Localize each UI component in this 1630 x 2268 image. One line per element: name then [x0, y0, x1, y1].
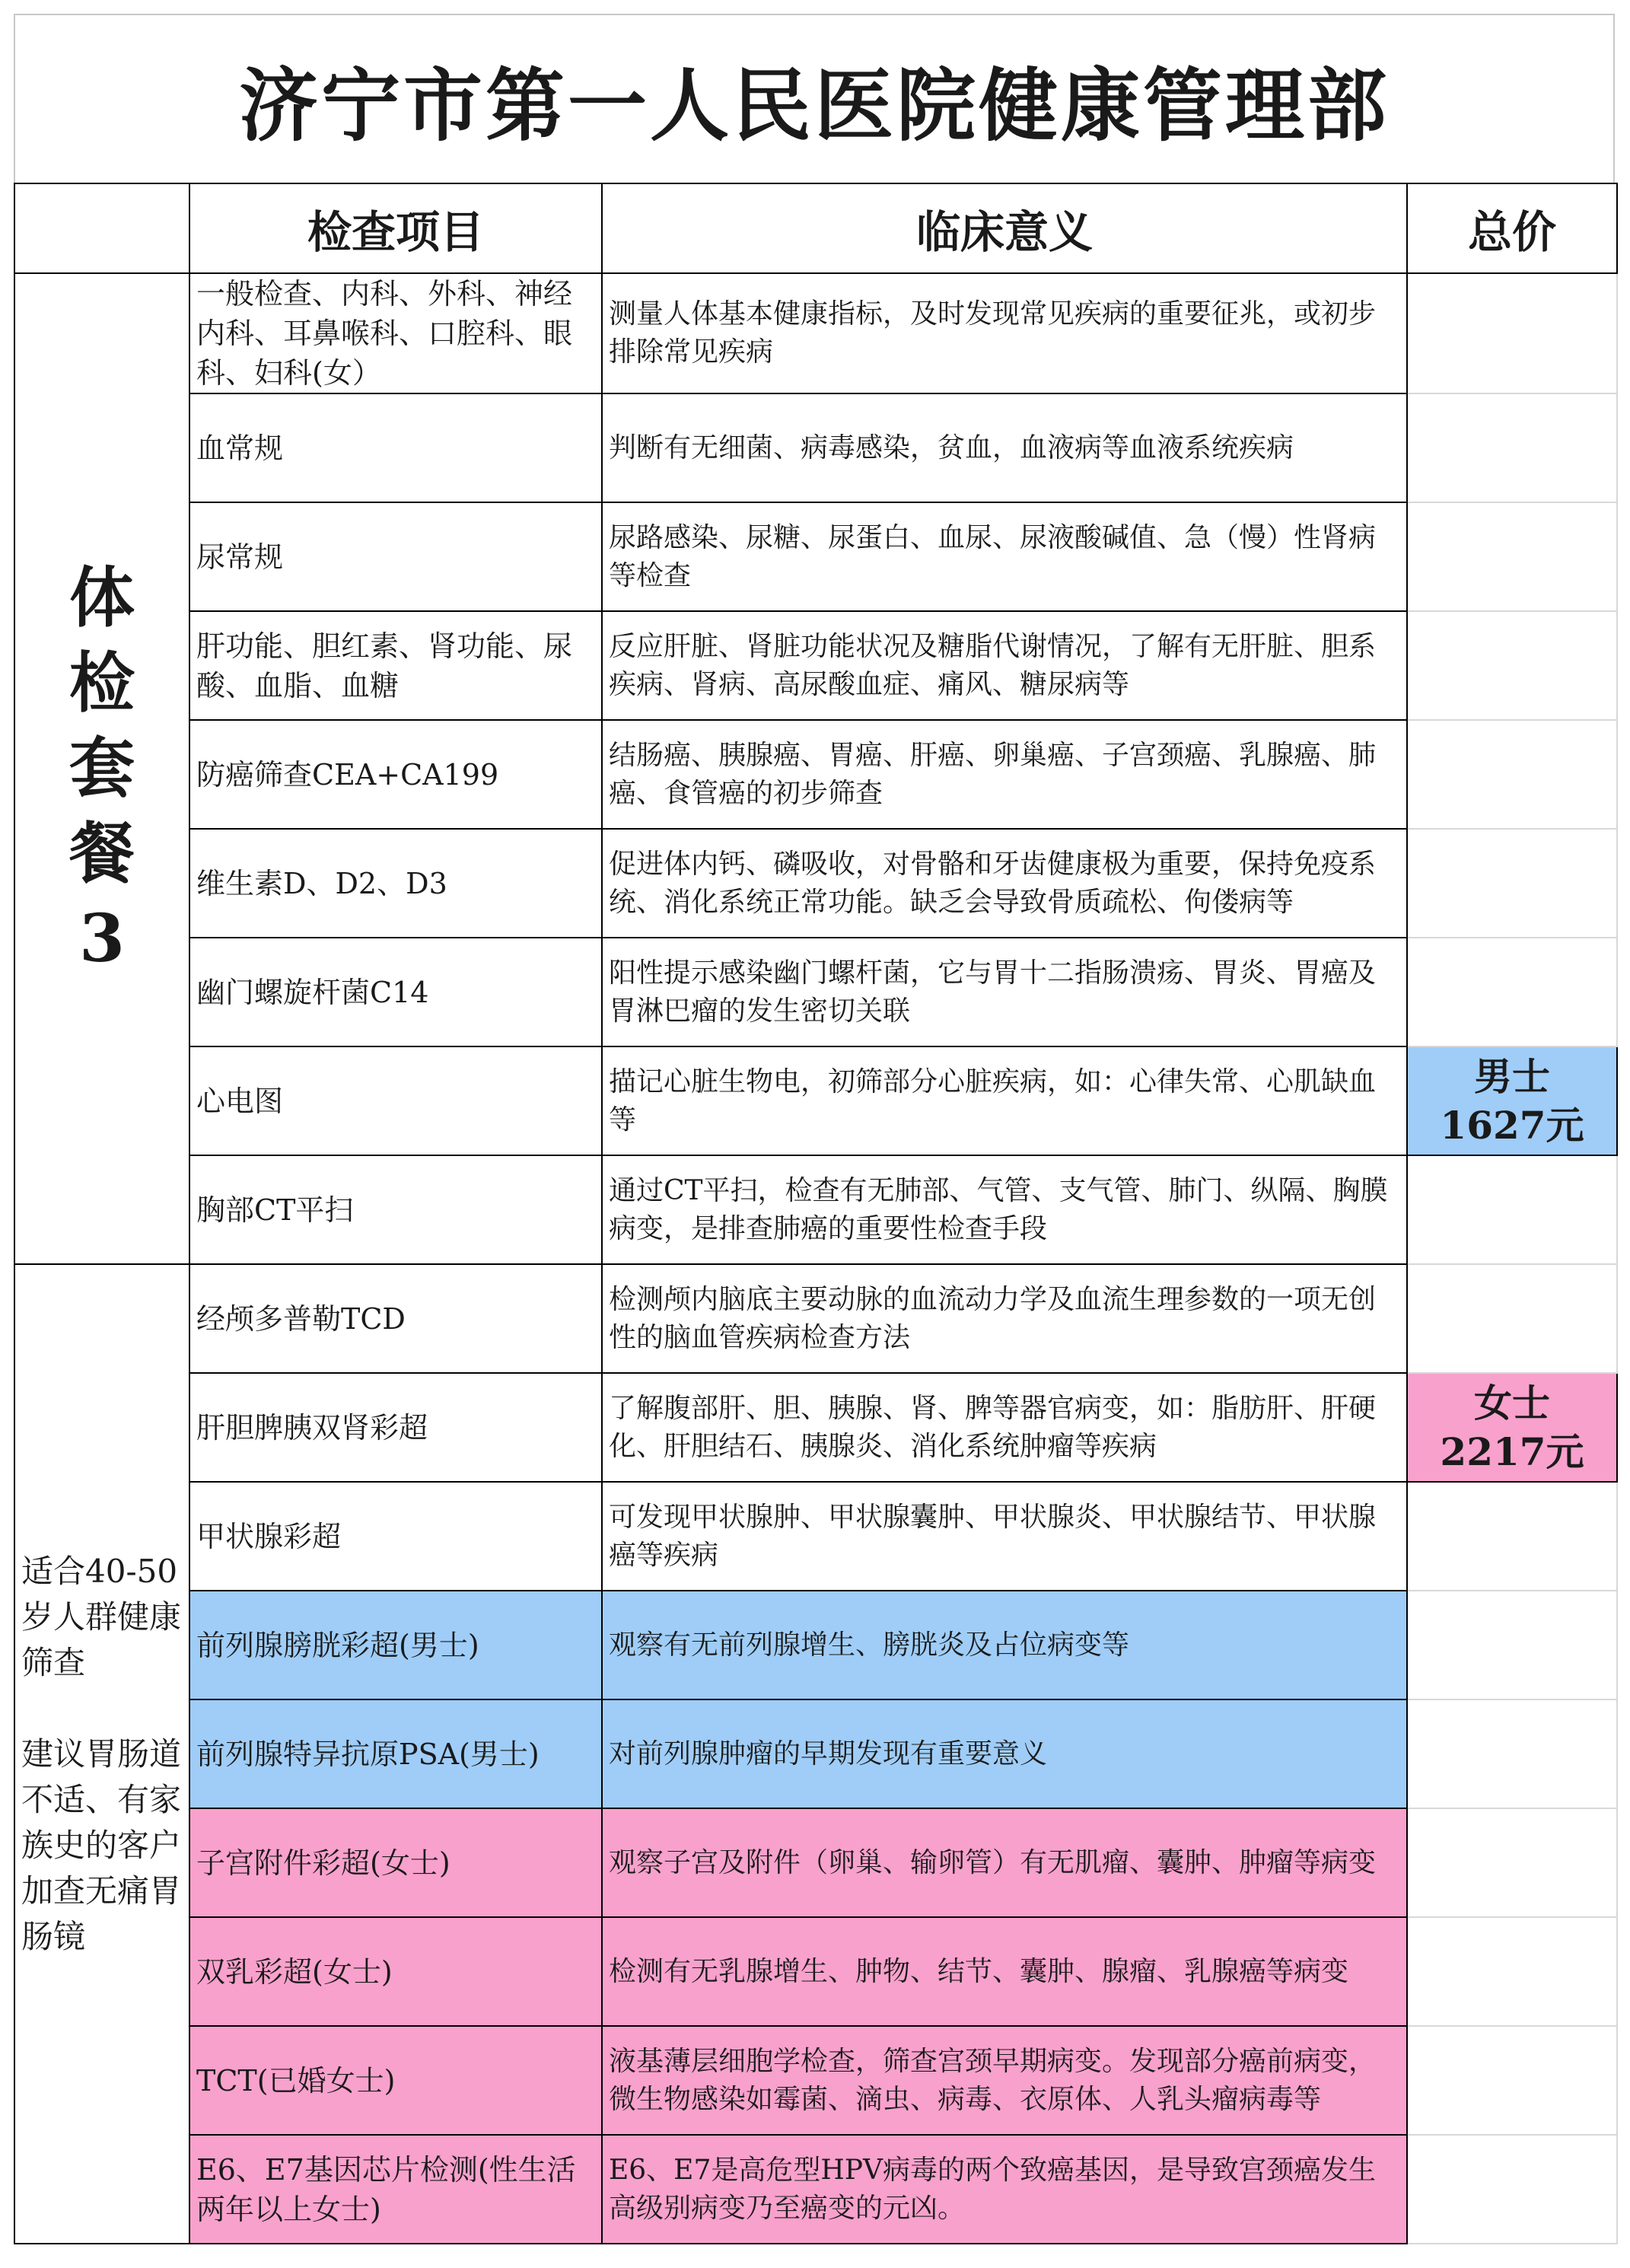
title-banner — [14, 14, 1615, 183]
price-cell — [1407, 393, 1617, 502]
exam-item: 幽门螺旋杆菌C14 — [189, 938, 602, 1046]
table-row — [14, 1699, 1617, 1808]
female-price-label: 女士 — [1474, 1380, 1550, 1425]
header-price: 总价 — [1407, 183, 1617, 273]
table-row — [14, 1591, 1617, 1699]
table-header-row — [14, 183, 1617, 273]
table-row — [14, 1808, 1617, 1917]
price-cell — [1407, 1482, 1617, 1591]
price-cell — [1407, 502, 1617, 611]
price-cell — [1407, 2026, 1617, 2135]
price-cell — [1407, 1917, 1617, 2026]
exam-item-male: 前列腺特异抗原PSA(男士) — [189, 1699, 602, 1808]
table-row — [14, 1046, 1617, 1155]
clinical-meaning-female: 液基薄层细胞学检查，筛查宫颈早期病变。发现部分癌前病变，微生物感染如霉菌、滴虫、病毒、衣原体、人乳头瘤病毒等 — [602, 2026, 1407, 2135]
table-row — [14, 1482, 1617, 1591]
exam-item-male: 前列腺膀胱彩超(男士) — [189, 1591, 602, 1699]
price-cell — [1407, 1591, 1617, 1699]
audience-note: 适合40-50岁人群健康筛查 — [21, 1552, 182, 1681]
exam-item-female: 双乳彩超(女士) — [189, 1917, 602, 2026]
clinical-meaning: 反应肝脏、肾脏功能状况及糖脂代谢情况，了解有无肝脏、胆系疾病、肾病、高尿酸血症、痛风、糖尿病等 — [602, 611, 1407, 720]
exam-item: 心电图 — [189, 1046, 602, 1155]
price-cell — [1407, 829, 1617, 938]
exam-item-female: E6、E7基因芯片检测(性生活两年以上女士) — [189, 2135, 602, 2244]
exam-item: 维生素D、D2、D3 — [189, 829, 602, 938]
exam-item: 尿常规 — [189, 502, 602, 611]
clinical-meaning: 可发现甲状腺肿、甲状腺囊肿、甲状腺炎、甲状腺结节、甲状腺癌等疾病 — [602, 1482, 1407, 1591]
package-name — [21, 556, 183, 982]
table-row — [14, 1264, 1617, 1373]
male-price-value: 1627元 — [1440, 1102, 1584, 1148]
table-row — [14, 2026, 1617, 2135]
clinical-meaning: 尿路感染、尿糖、尿蛋白、血尿、尿液酸碱值、急（慢）性肾病等检查 — [602, 502, 1407, 611]
document-page — [14, 14, 1616, 2254]
header-item: 检查项目 — [189, 183, 602, 273]
package-name-char: 3 — [79, 900, 125, 977]
exam-item: 胸部CT平扫 — [189, 1155, 602, 1264]
table-row — [14, 611, 1617, 720]
clinical-meaning-male: 观察有无前列腺增生、膀胱炎及占位病变等 — [602, 1591, 1407, 1699]
clinical-meaning: 测量人体基本健康指标，及时发现常见疾病的重要征兆，或初步排除常见疾病 — [602, 273, 1407, 393]
page-title: 济宁市第一人民医院健康管理部 — [238, 59, 1390, 152]
price-cell — [1407, 720, 1617, 829]
package-name-char: 餐 — [69, 815, 135, 892]
package-name-char: 套 — [69, 730, 135, 807]
table-row — [14, 502, 1617, 611]
female-price-value: 2217元 — [1440, 1429, 1584, 1474]
table-row — [14, 1373, 1617, 1482]
clinical-meaning-male: 对前列腺肿瘤的早期发现有重要意义 — [602, 1699, 1407, 1808]
table-row — [14, 2135, 1617, 2244]
clinical-meaning: 描记心脏生物电，初筛部分心脏疾病，如：心律失常、心肌缺血等 — [602, 1046, 1407, 1155]
header-blank-cell — [14, 183, 189, 273]
package-name-char: 体 — [69, 559, 135, 636]
clinical-meaning: 通过CT平扫，检查有无肺部、气管、支气管、肺门、纵隔、胸膜病变，是排查肺癌的重要性检查手段 — [602, 1155, 1407, 1264]
clinical-meaning: 促进体内钙、磷吸收，对骨骼和牙齿健康极为重要，保持免疫系统、消化系统正常功能。缺乏会导致骨质疏松、佝偻病等 — [602, 829, 1407, 938]
clinical-meaning: 检测颅内脑底主要动脉的血流动力学及血流生理参数的一项无创性的脑血管疾病检查方法 — [602, 1264, 1407, 1373]
table-row — [14, 1917, 1617, 2026]
price-cell — [1407, 938, 1617, 1046]
table-row — [14, 393, 1617, 502]
female-price-cell — [1407, 1373, 1617, 1482]
package-name-char: 检 — [69, 645, 135, 721]
price-cell — [1407, 2135, 1617, 2244]
package-name-cell — [14, 273, 189, 1264]
male-price-label: 男士 — [1474, 1053, 1550, 1099]
table-row — [14, 273, 1617, 393]
price-cell — [1407, 273, 1617, 393]
exam-item: 血常规 — [189, 393, 602, 502]
price-cell — [1407, 1808, 1617, 1917]
price-cell — [1407, 1264, 1617, 1373]
header-meaning: 临床意义 — [602, 183, 1407, 273]
price-cell — [1407, 1699, 1617, 1808]
exam-item: 经颅多普勒TCD — [189, 1264, 602, 1373]
exam-item: 一般检查、内科、外科、神经内科、耳鼻喉科、口腔科、眼科、妇科(女） — [189, 273, 602, 393]
clinical-meaning-female: 观察子宫及附件（卵巢、输卵管）有无肌瘤、囊肿、肿瘤等病变 — [602, 1808, 1407, 1917]
male-price-cell — [1407, 1046, 1617, 1155]
price-cell — [1407, 1155, 1617, 1264]
clinical-meaning-female: 检测有无乳腺增生、肿物、结节、囊肿、腺瘤、乳腺癌等病变 — [602, 1917, 1407, 2026]
table-row — [14, 720, 1617, 829]
audience-note-cell — [14, 1264, 189, 2244]
clinical-meaning: 结肠癌、胰腺癌、胃癌、肝癌、卵巢癌、子宫颈癌、乳腺癌、肺癌、食管癌的初步筛查 — [602, 720, 1407, 829]
exam-package-table — [14, 183, 1618, 2244]
exam-item: 防癌筛查CEA+CA199 — [189, 720, 602, 829]
exam-item: 肝功能、胆红素、肾功能、尿酸、血脂、血糖 — [189, 611, 602, 720]
price-cell — [1407, 611, 1617, 720]
table-row — [14, 938, 1617, 1046]
table-row — [14, 829, 1617, 938]
exam-item: 肝胆脾胰双肾彩超 — [189, 1373, 602, 1482]
clinical-meaning-female: E6、E7是高危型HPV病毒的两个致癌基因，是导致宫颈癌发生高级别病变乃至癌变的元凶。 — [602, 2135, 1407, 2244]
table-row — [14, 1155, 1617, 1264]
advice-note: 建议胃肠道不适、有家族史的客户加查无痛胃肠镜 — [21, 1734, 182, 1955]
exam-item: 甲状腺彩超 — [189, 1482, 602, 1591]
exam-item-female: 子宫附件彩超(女士) — [189, 1808, 602, 1917]
clinical-meaning: 判断有无细菌、病毒感染，贫血，血液病等血液系统疾病 — [602, 393, 1407, 502]
clinical-meaning: 阳性提示感染幽门螺杆菌，它与胃十二指肠溃疡、胃炎、胃癌及胃淋巴瘤的发生密切关联 — [602, 938, 1407, 1046]
exam-item-female: TCT(已婚女士) — [189, 2026, 602, 2135]
clinical-meaning: 了解腹部肝、胆、胰腺、肾、脾等器官病变，如：脂肪肝、肝硬化、肝胆结石、胰腺炎、消化系统肿瘤等疾病 — [602, 1373, 1407, 1482]
